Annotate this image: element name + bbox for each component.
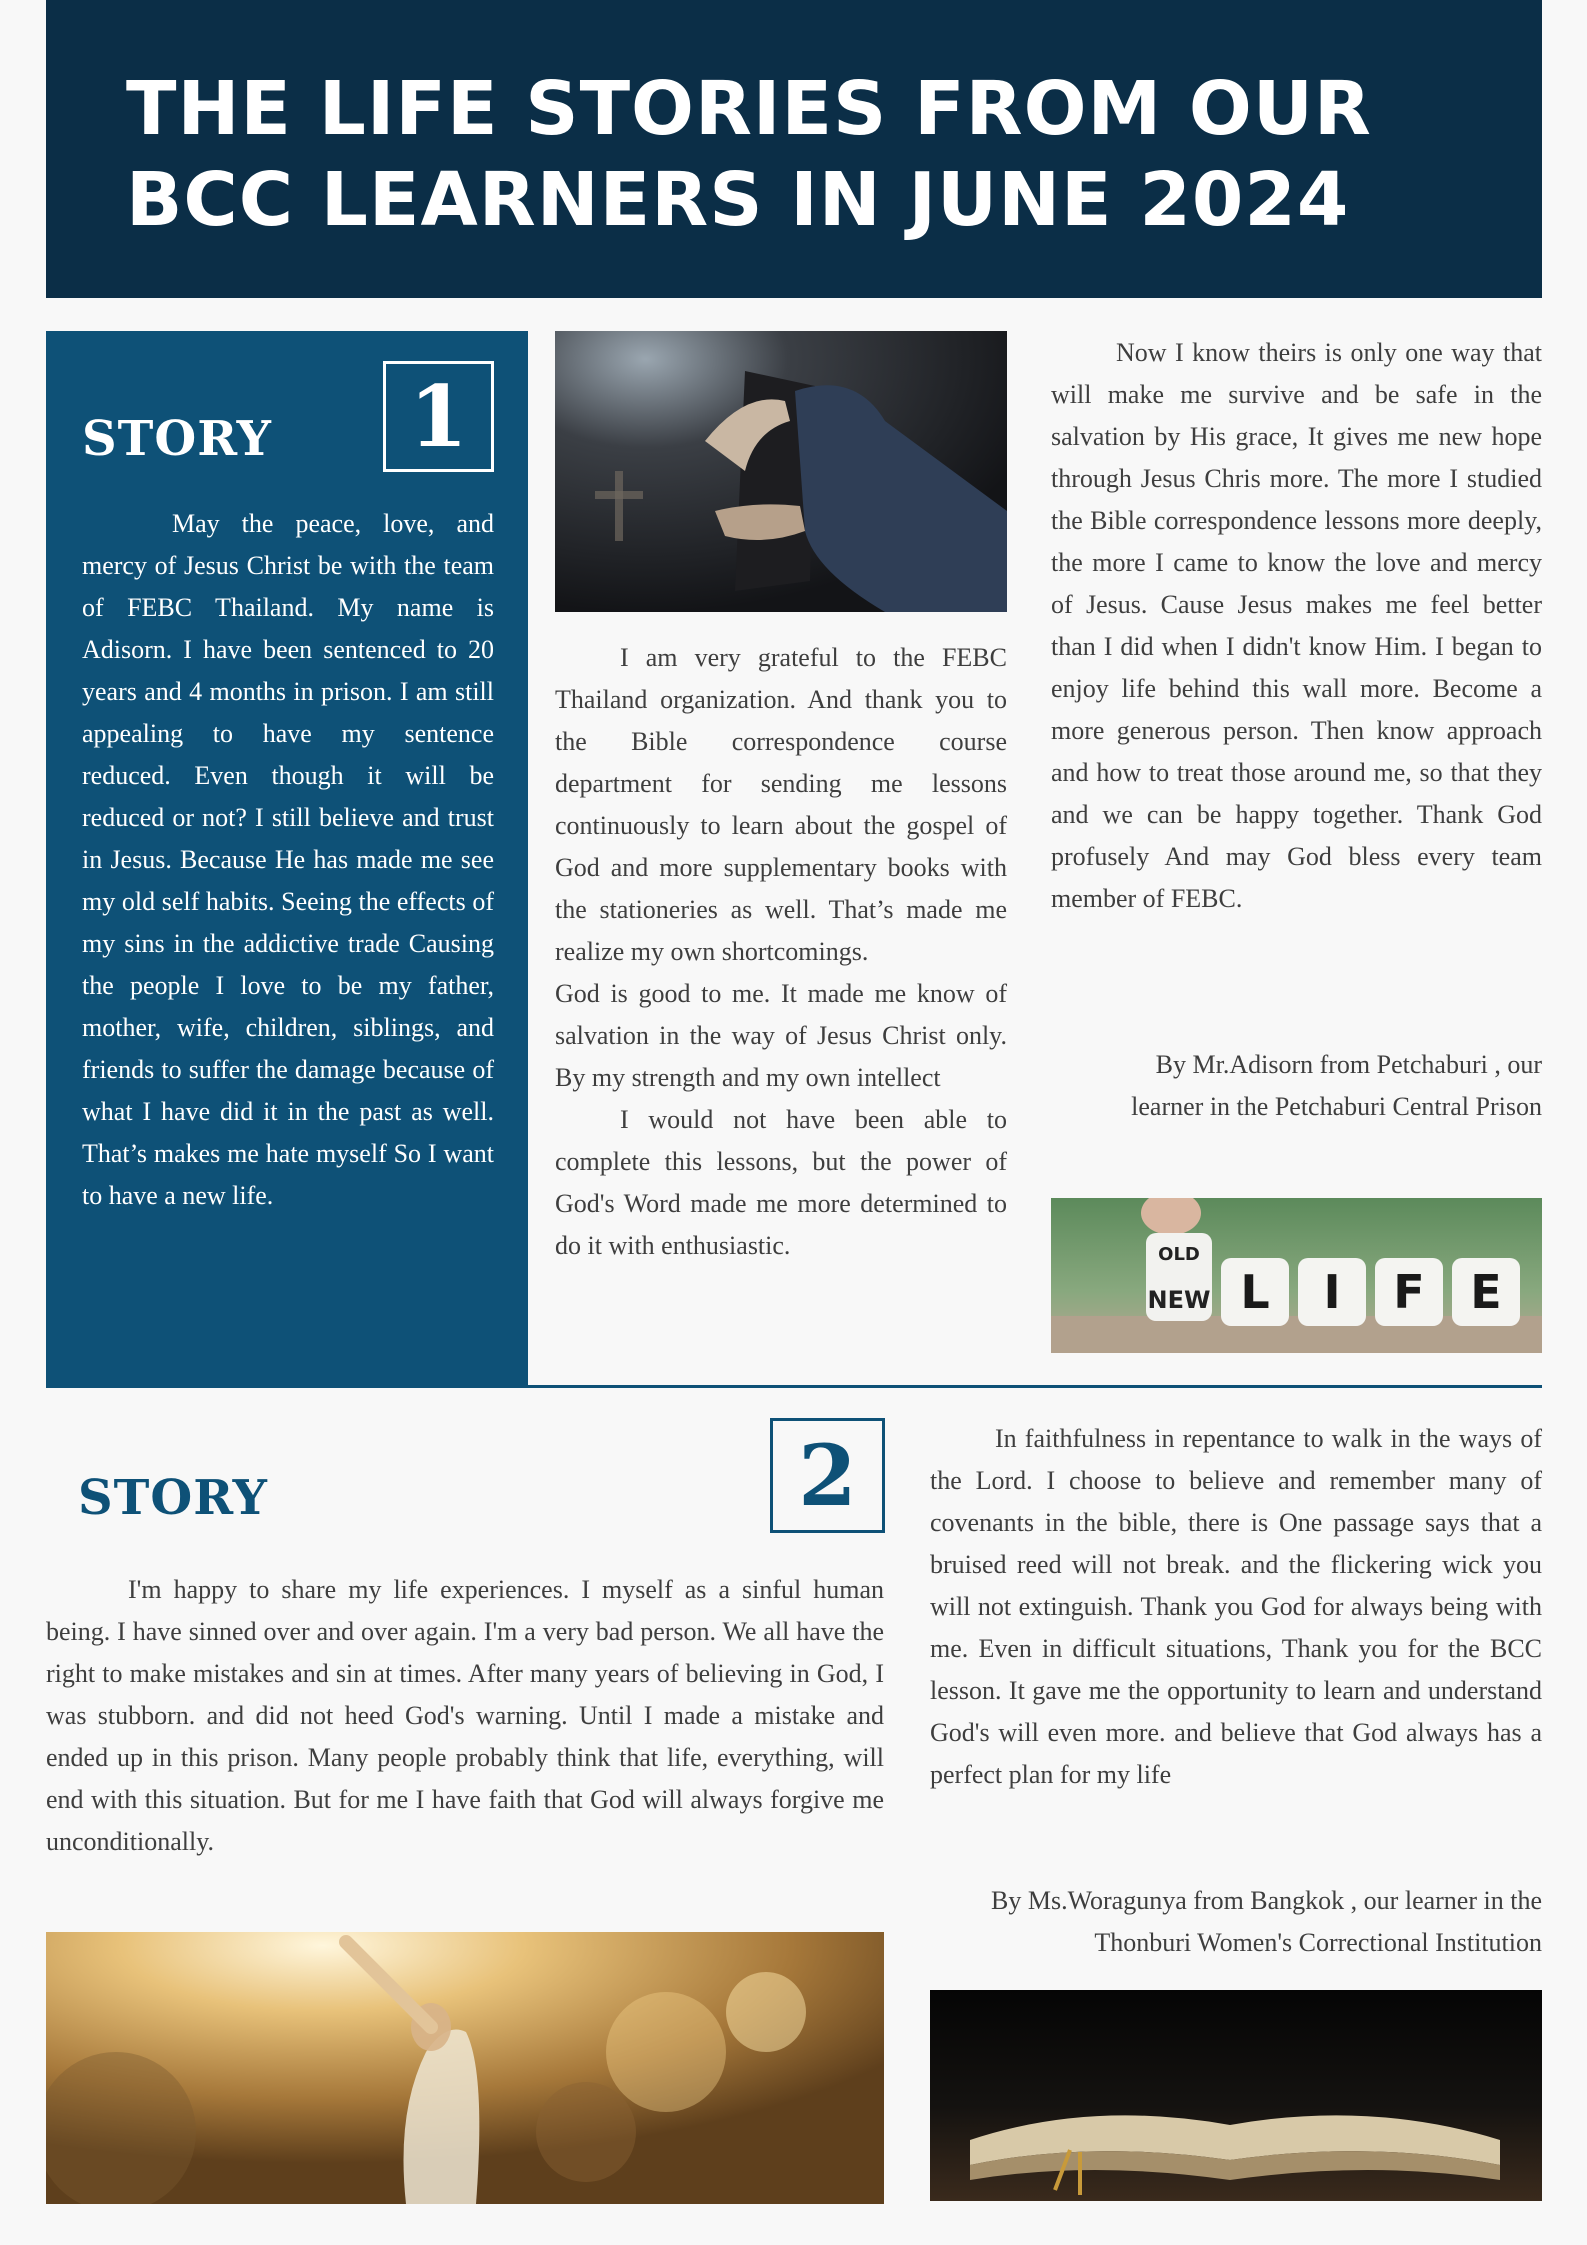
die-letter-e: E: [1470, 1265, 1502, 1319]
die-new-label: NEW: [1147, 1286, 1211, 1314]
die-old-label: OLD: [1158, 1244, 1200, 1265]
story1-number-box: 1: [383, 361, 494, 472]
story1-byline: [1051, 1044, 1542, 1128]
story1-column-2: [555, 637, 1007, 1267]
photo-woman-sunlight: [46, 1932, 884, 2204]
story1-intro-text: May the peace, love, and mercy of Jesus Christ be with the team of FEBC Thailand. My name is Adisorn. I have been sentenced to 20 years and 4 months in prison. I am still appealing to have my sentence reduced. Even though it will be reduced or not? I still believe and trust in Jesus. Because He has made me see my old self habits. Seeing the effects of my sins in the addictive trade Causing the people I love to be my father, mother, wife, children, siblings, and friends to suffer the damage because of what I have did it in the past as well. That’s makes me hate myself So I want to have a new life.: [82, 509, 494, 1210]
story2-col2-paragraph: In faithfulness in repentance to walk in the ways of the Lord. I choose to believe and remember many of covenants in the bible, there is One passage says that a bruised reed will not break. and the flickering wick you will not extinguish. Thank you God for always being with me. Even in difficult situations, Thank you for the BCC lesson. It gave me the opportunity to learn and understand God's will even more. and believe that God always has a perfect plan for my life: [930, 1424, 1542, 1789]
story2-col1-paragraph: I'm happy to share my life experiences. I myself as a sinful human being. I have sinned over and over again. I'm a very bad person. We all have the right to make mistakes and sin at times. After many years of believing in God, I was stubborn. and did not heed God's warning. Until I made a mistake and ended up in this prison. Many people probably think that life, everything, will end with this situation. But for me I have faith that God will always forgive me unconditionally.: [46, 1575, 884, 1856]
story1-col2-paragraph-2: God is good to me. It made me know of salvation in the way of Jesus Christ only. By my strength and my own intellect: [555, 979, 1007, 1092]
story1-heading: STORY: [82, 411, 272, 467]
photo-hands-holding-bible: [555, 331, 1007, 612]
header-banner: [46, 0, 1542, 298]
story1-col3-paragraph-1: Now I know theirs is only one way that will make me survive and be safe in the salvation by His grace, It gives me new hope through Jesus Chris more. The more I studied the Bible correspondence lessons more deeply, the more I came to know the love and mercy of Jesus. Cause Jesus makes me feel better than I did when I didn't know Him. I began to enjoy life behind this wall more. Become a more generous person. Then know approach and how to treat those around me, so that they and we can be happy together. Thank God profusely And may God bless every team member of FEBC.: [1051, 338, 1542, 913]
section-divider: [528, 1385, 1542, 1388]
page-title: THE LIFE STORIES FROM OUR BCC LEARNERS IN JUNE 2024: [126, 66, 1372, 243]
story2-column-2: [930, 1418, 1542, 1796]
story1-column-3: [1051, 332, 1542, 920]
story1-byline-text: By Mr.Adisorn from Petchaburi , our learner in the Petchaburi Central Prison: [1131, 1050, 1542, 1121]
story2-heading: STORY: [78, 1470, 268, 1526]
story2-number-box: 2: [770, 1418, 885, 1533]
die-letter-l: L: [1240, 1265, 1270, 1319]
story2-column-1: [46, 1569, 884, 1863]
photo-open-bible: [930, 1990, 1542, 2201]
die-letter-f: F: [1393, 1265, 1425, 1319]
story1-panel: [46, 331, 528, 1388]
story2-byline: [930, 1880, 1542, 1964]
story2-byline-text: By Ms.Woragunya from Bangkok , our learner in the Thonburi Women's Correctional Institution: [990, 1886, 1542, 1957]
story1-col2-paragraph-3: I would not have been able to complete this lessons, but the power of God's Word made me more determined to do it with enthusiastic.: [555, 1105, 1007, 1260]
story1-col2-paragraph-1: I am very grateful to the FEBC Thailand organization. And thank you to the Bible correspondence course department for sending me lessons continuously to learn about the gospel of God and more supplementary books with the stationeries as well. That’s made me realize my own shortcomings.: [555, 643, 1007, 966]
die-old-new: [1146, 1233, 1212, 1321]
die-letter-i: I: [1323, 1265, 1341, 1319]
photo-new-life-dice: [1051, 1198, 1542, 1353]
